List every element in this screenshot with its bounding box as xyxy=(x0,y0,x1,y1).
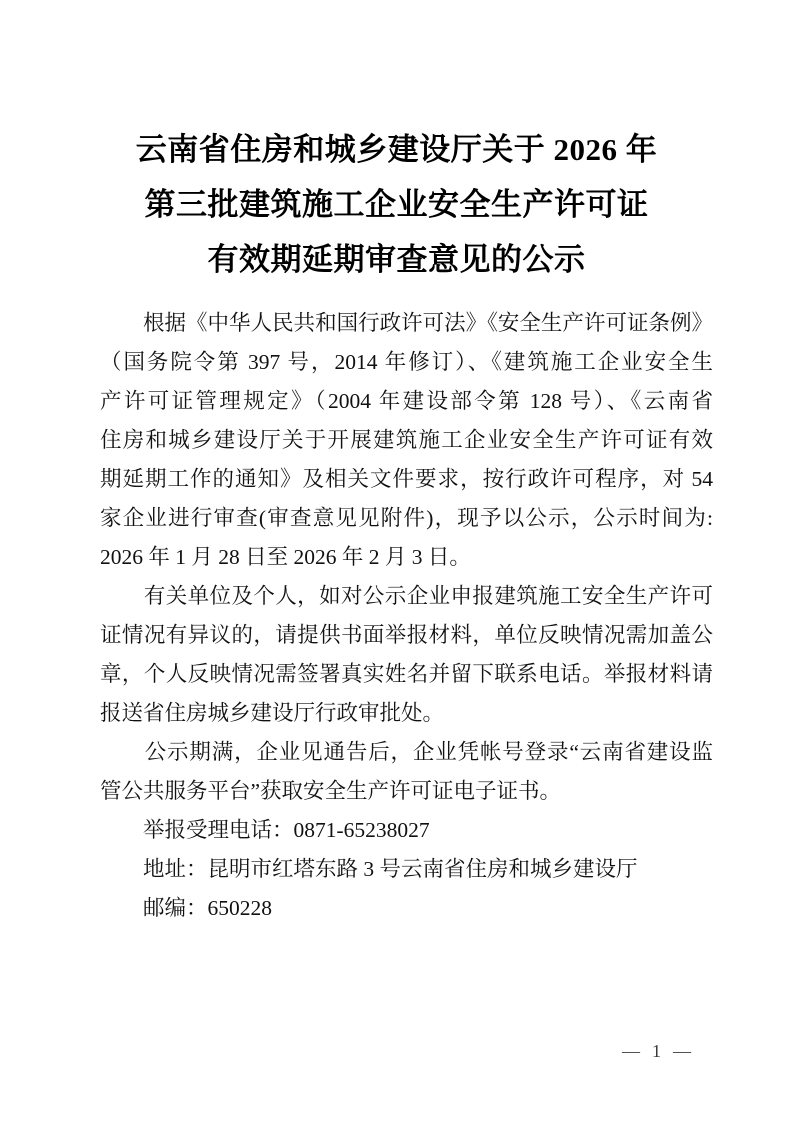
body-line: 章，个人反映情况需签署真实姓名并留下联系电话。举报材料请 xyxy=(100,662,713,686)
title-line: 云南省住房和城乡建设厅关于 2026 年 xyxy=(135,132,658,167)
body-line: 根据《中华人民共和国行政许可法》《安全生产许可证条例》 xyxy=(100,311,713,335)
body-line: 邮编：650228 xyxy=(100,896,273,920)
body-line: 家企业进行审查(审查意见见附件)，现予以公示，公示时间为: xyxy=(100,506,713,530)
body-line: 住房和城乡建设厅关于开展建筑施工企业安全生产许可证有效 xyxy=(100,428,713,452)
body-line: 地址：昆明市红塔东路 3 号云南省住房和城乡建设厅 xyxy=(100,857,638,881)
body-line: 产许可证管理规定》（2004 年建设部令第 128 号）、《云南省 xyxy=(100,389,713,413)
body-line: 报送省住房城乡建设厅行政审批处。 xyxy=(100,701,445,725)
body-line: 有关单位及个人，如对公示企业申报建筑施工安全生产许可 xyxy=(100,584,713,608)
title-line: 有效期延期审查意见的公示 xyxy=(207,242,586,277)
body-line: 证情况有异议的，请提供书面举报材料，单位反映情况需加盖公 xyxy=(100,623,713,647)
page-number: — 1 — xyxy=(622,1041,692,1061)
body-line: 举报受理电话：0871-65238027 xyxy=(100,818,430,842)
body-line: （国务院令第 397 号，2014 年修订）、《建筑施工企业安全生 xyxy=(100,350,713,374)
document-title xyxy=(0,122,793,287)
body-line: 2026 年 1 月 28 日至 2026 年 2 月 3 日。 xyxy=(100,545,471,569)
body-line: 期延期工作的通知》及相关文件要求，按行政许可程序，对 54 xyxy=(100,467,713,491)
body-line: 管公共服务平台”获取安全生产许可证电子证书。 xyxy=(100,779,562,803)
body-line: 公示期满，企业见通告后，企业凭帐号登录“云南省建设监 xyxy=(100,740,713,764)
title-line: 第三批建筑施工企业安全生产许可证 xyxy=(144,187,649,222)
document-body xyxy=(100,304,713,928)
